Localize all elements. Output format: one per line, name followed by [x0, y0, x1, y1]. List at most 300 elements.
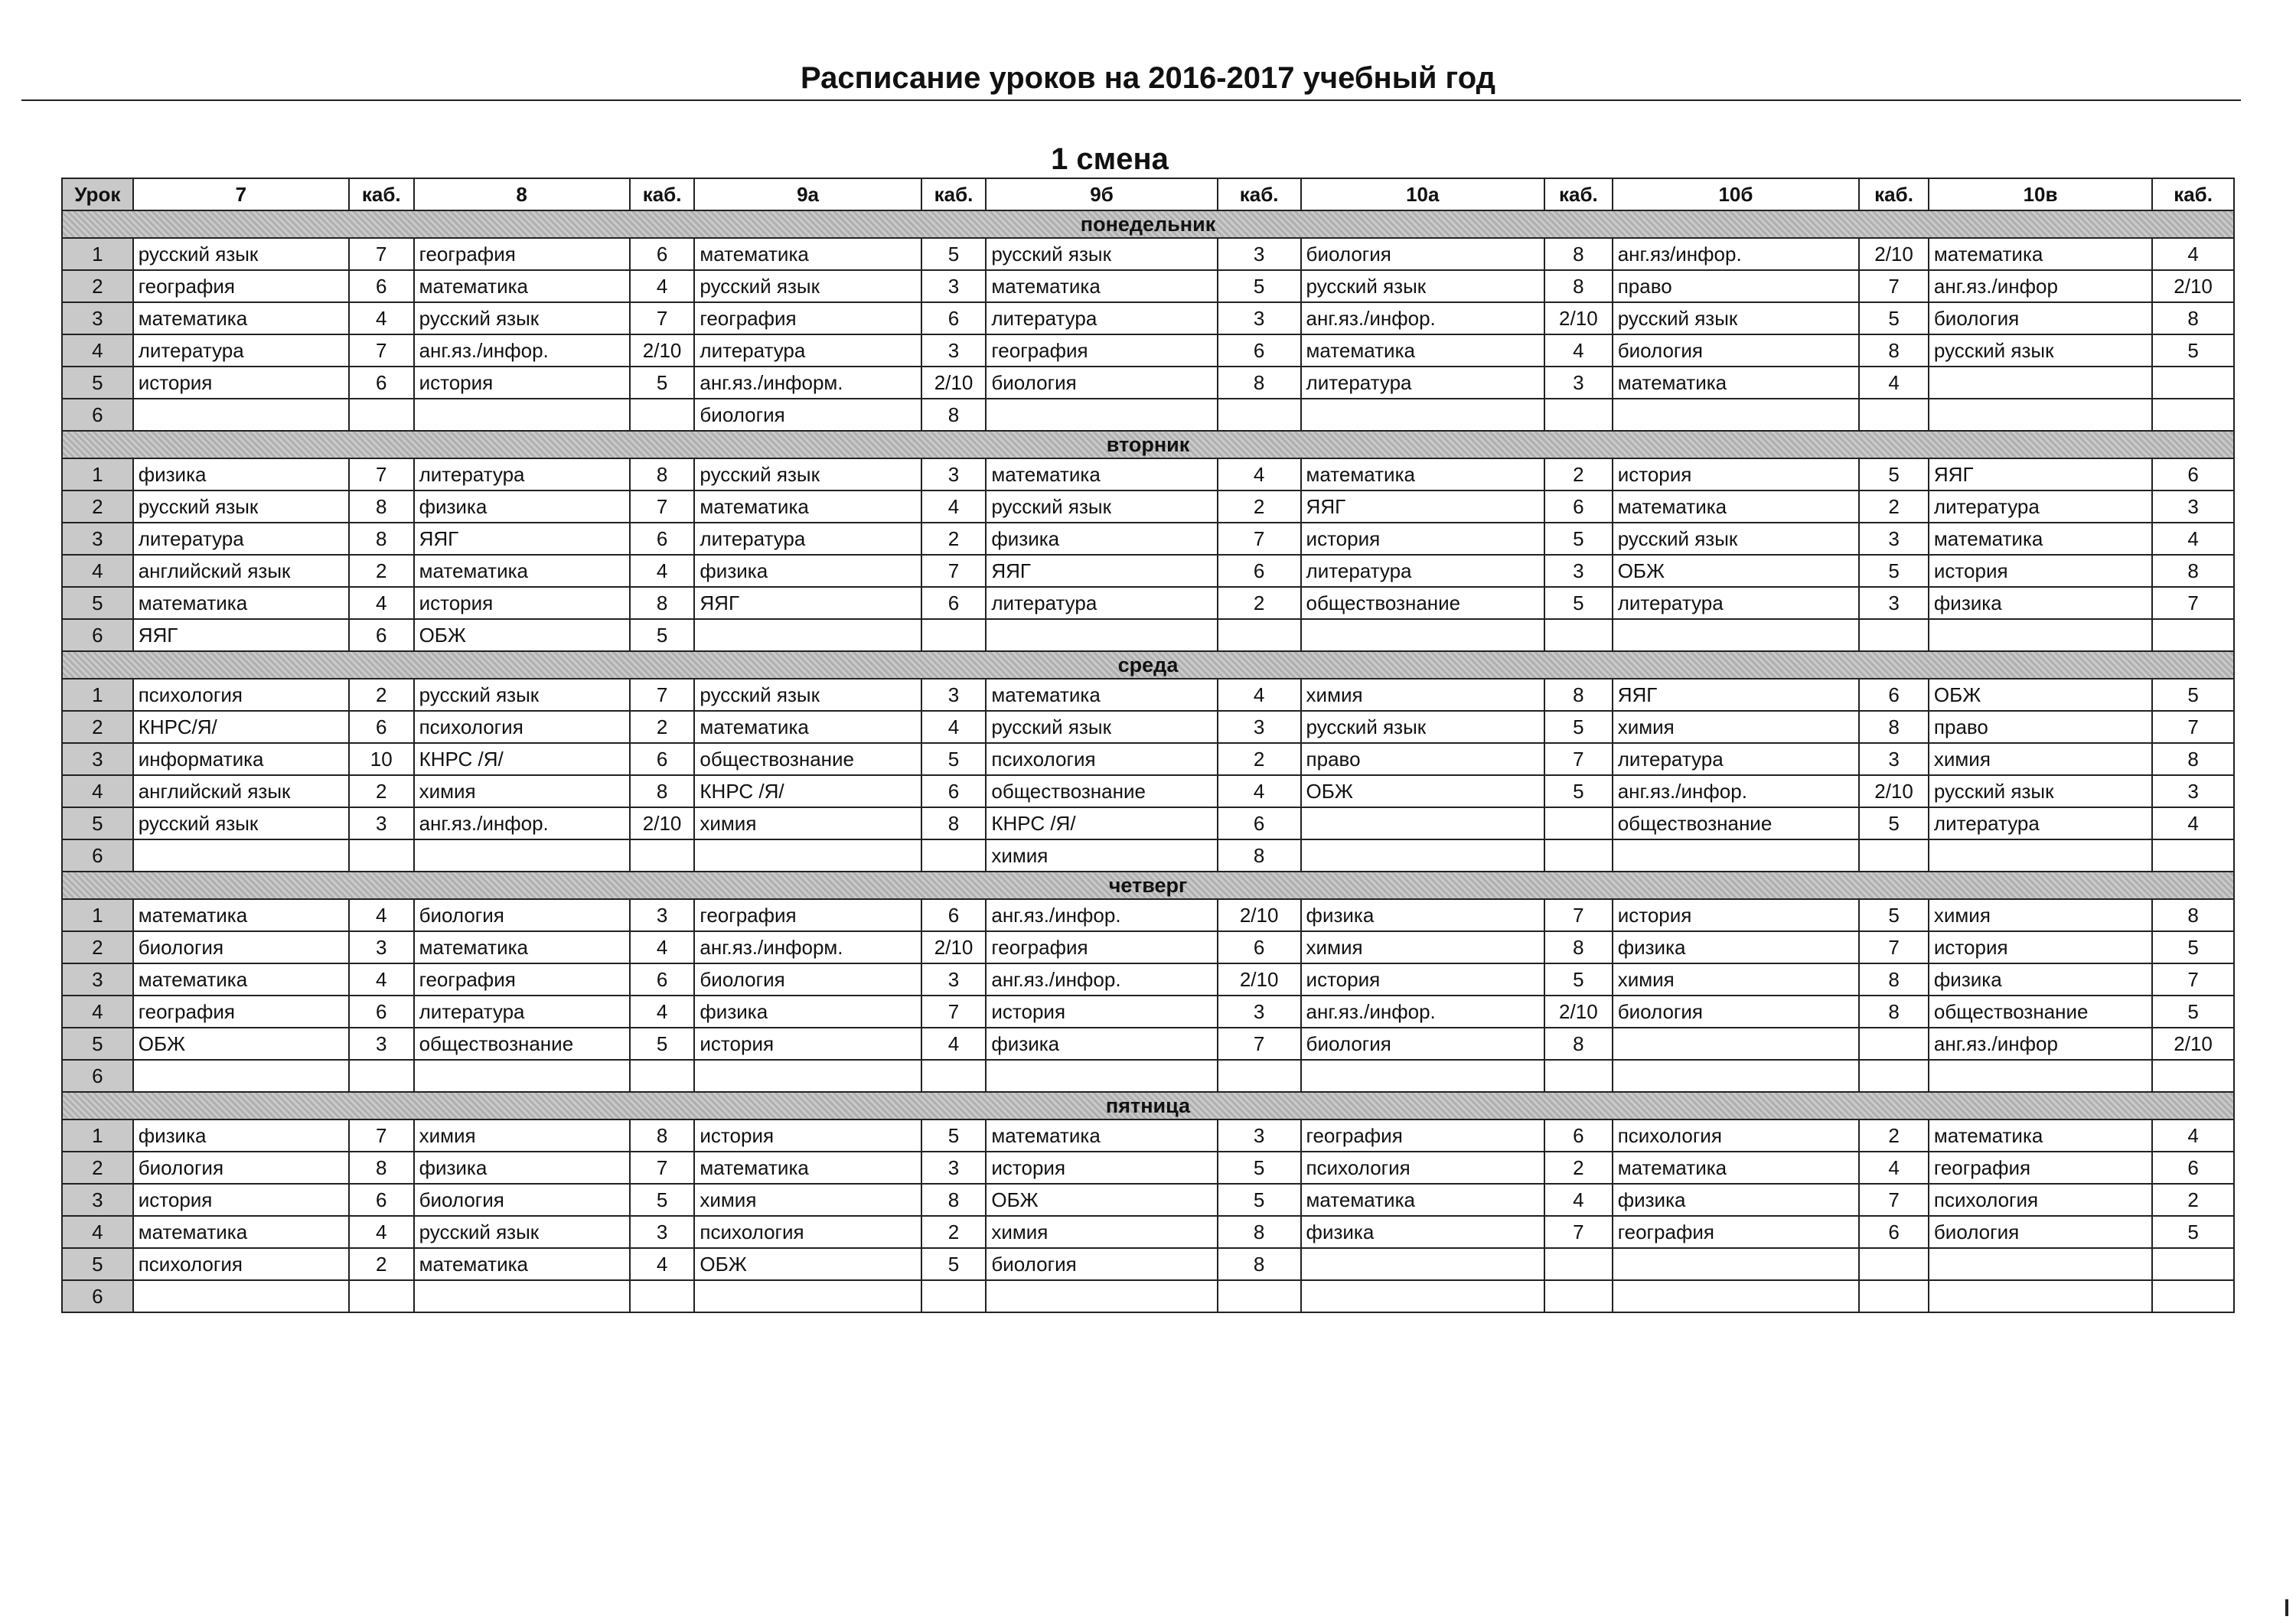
- subject-cell: русский язык: [694, 458, 921, 490]
- subject-cell: химия: [1301, 679, 1544, 711]
- room-cell: 2: [1544, 458, 1613, 490]
- subject-cell: ЯЯГ: [1613, 679, 1860, 711]
- shift-title: 1 смена: [1051, 142, 1169, 176]
- room-cell: 3: [921, 270, 987, 302]
- lesson-number: 3: [62, 523, 133, 555]
- header-room: каб.: [2152, 178, 2234, 210]
- room-cell: [921, 1280, 987, 1312]
- room-cell: 2: [349, 1248, 414, 1280]
- subject-cell: ЯЯГ: [1301, 490, 1544, 523]
- room-cell: 2: [1859, 1119, 1929, 1152]
- room-cell: 3: [1218, 238, 1301, 270]
- subject-cell: право: [1301, 743, 1544, 775]
- lesson-row: [62, 555, 2234, 587]
- lesson-number: 4: [62, 1216, 133, 1248]
- room-cell: 7: [349, 458, 414, 490]
- subject-cell: математика: [986, 679, 1217, 711]
- subject-cell: ЯЯГ: [414, 523, 630, 555]
- subject-cell: [1301, 1248, 1544, 1280]
- subject-cell: география: [694, 899, 921, 931]
- subject-cell: [1929, 1060, 2152, 1092]
- subject-cell: история: [1613, 899, 1860, 931]
- subject-cell: [133, 839, 349, 872]
- room-cell: [349, 1060, 414, 1092]
- subject-cell: [1301, 839, 1544, 872]
- room-cell: 5: [2152, 1216, 2234, 1248]
- subject-cell: история: [694, 1028, 921, 1060]
- subject-cell: [1929, 1280, 2152, 1312]
- room-cell: 2/10: [2152, 1028, 2234, 1060]
- room-cell: 2/10: [1544, 302, 1613, 334]
- room-cell: [1544, 399, 1613, 431]
- subject-cell: КНРС /Я/: [694, 775, 921, 807]
- room-cell: 2/10: [1218, 963, 1301, 996]
- lesson-number: 5: [62, 807, 133, 839]
- subject-cell: русский язык: [414, 1216, 630, 1248]
- room-cell: 3: [349, 931, 414, 963]
- subject-cell: география: [986, 931, 1217, 963]
- lesson-number: 4: [62, 775, 133, 807]
- room-cell: 2: [2152, 1184, 2234, 1216]
- room-cell: 6: [1218, 334, 1301, 367]
- room-cell: 4: [630, 270, 695, 302]
- subject-cell: математика: [986, 1119, 1217, 1152]
- subject-cell: ОБЖ: [1613, 555, 1860, 587]
- room-cell: 5: [2152, 334, 2234, 367]
- subject-cell: химия: [1301, 931, 1544, 963]
- subject-cell: физика: [694, 555, 921, 587]
- scan-mark: [2285, 1599, 2288, 1616]
- subject-cell: русский язык: [986, 490, 1217, 523]
- subject-cell: история: [1929, 555, 2152, 587]
- header-room: каб.: [921, 178, 987, 210]
- subject-cell: математика: [1613, 367, 1860, 399]
- header-row: [62, 178, 2234, 210]
- room-cell: [2152, 367, 2234, 399]
- room-cell: 5: [630, 619, 695, 651]
- room-cell: [1218, 399, 1301, 431]
- subject-cell: психология: [1301, 1152, 1544, 1184]
- timetable: [61, 178, 2235, 1313]
- room-cell: 4: [630, 555, 695, 587]
- subject-cell: [414, 1280, 630, 1312]
- lesson-number: 4: [62, 334, 133, 367]
- subject-cell: [1301, 1060, 1544, 1092]
- room-cell: 2: [1544, 1152, 1613, 1184]
- day-name: вторник: [62, 431, 2234, 458]
- room-cell: 8: [1544, 238, 1613, 270]
- room-cell: 7: [1544, 899, 1613, 931]
- subject-cell: биология: [133, 931, 349, 963]
- room-cell: 5: [1544, 775, 1613, 807]
- room-cell: [349, 839, 414, 872]
- subject-cell: анг.яз./инфор: [1929, 270, 2152, 302]
- subject-cell: [986, 619, 1217, 651]
- subject-cell: химия: [1613, 711, 1860, 743]
- lesson-row: [62, 619, 2234, 651]
- room-cell: 7: [349, 1119, 414, 1152]
- subject-cell: география: [414, 238, 630, 270]
- subject-cell: [1613, 1280, 1860, 1312]
- room-cell: 2: [921, 1216, 987, 1248]
- subject-cell: [1929, 619, 2152, 651]
- subject-cell: русский язык: [694, 679, 921, 711]
- room-cell: 5: [1859, 302, 1929, 334]
- subject-cell: [133, 399, 349, 431]
- room-cell: 7: [1544, 743, 1613, 775]
- day-row: [62, 431, 2234, 458]
- subject-cell: география: [1613, 1216, 1860, 1248]
- lesson-row: [62, 1119, 2234, 1152]
- header-class: 8: [414, 178, 630, 210]
- room-cell: 3: [921, 963, 987, 996]
- subject-cell: [986, 1280, 1217, 1312]
- room-cell: 2: [1218, 587, 1301, 619]
- subject-cell: ОБЖ: [694, 1248, 921, 1280]
- subject-cell: анг.яз./информ.: [694, 367, 921, 399]
- subject-cell: литература: [986, 587, 1217, 619]
- room-cell: 8: [1859, 996, 1929, 1028]
- subject-cell: русский язык: [986, 238, 1217, 270]
- subject-cell: математика: [1613, 1152, 1860, 1184]
- room-cell: 2/10: [2152, 270, 2234, 302]
- subject-cell: [694, 839, 921, 872]
- room-cell: 6: [1859, 1216, 1929, 1248]
- subject-cell: биология: [1613, 996, 1860, 1028]
- room-cell: 6: [349, 367, 414, 399]
- room-cell: 8: [349, 1152, 414, 1184]
- room-cell: [921, 1060, 987, 1092]
- room-cell: [349, 399, 414, 431]
- subject-cell: биология: [1613, 334, 1860, 367]
- subject-cell: психология: [1613, 1119, 1860, 1152]
- room-cell: 3: [921, 679, 987, 711]
- room-cell: [2152, 399, 2234, 431]
- subject-cell: [414, 399, 630, 431]
- subject-cell: [1929, 367, 2152, 399]
- subject-cell: [1613, 839, 1860, 872]
- day-name: четверг: [62, 872, 2234, 899]
- room-cell: [1544, 1280, 1613, 1312]
- lesson-number: 5: [62, 1248, 133, 1280]
- subject-cell: история: [133, 367, 349, 399]
- subject-cell: история: [133, 1184, 349, 1216]
- room-cell: 7: [630, 679, 695, 711]
- room-cell: 6: [630, 963, 695, 996]
- room-cell: 5: [1218, 1184, 1301, 1216]
- subject-cell: русский язык: [1301, 711, 1544, 743]
- room-cell: 4: [349, 302, 414, 334]
- room-cell: 7: [349, 334, 414, 367]
- header-class: 10а: [1301, 178, 1544, 210]
- lesson-number: 6: [62, 839, 133, 872]
- room-cell: 6: [349, 996, 414, 1028]
- subject-cell: биология: [133, 1152, 349, 1184]
- room-cell: 3: [1218, 302, 1301, 334]
- room-cell: 6: [921, 587, 987, 619]
- subject-cell: биология: [1301, 1028, 1544, 1060]
- subject-cell: русский язык: [1929, 334, 2152, 367]
- subject-cell: химия: [414, 775, 630, 807]
- subject-cell: [1929, 839, 2152, 872]
- room-cell: 4: [921, 490, 987, 523]
- header-class: 9б: [986, 178, 1217, 210]
- subject-cell: ОБЖ: [133, 1028, 349, 1060]
- day-row: [62, 1092, 2234, 1119]
- lesson-number: 2: [62, 711, 133, 743]
- subject-cell: ЯЯГ: [133, 619, 349, 651]
- subject-cell: математика: [694, 711, 921, 743]
- subject-cell: психология: [414, 711, 630, 743]
- subject-cell: [1613, 619, 1860, 651]
- subject-cell: история: [1301, 523, 1544, 555]
- subject-cell: литература: [986, 302, 1217, 334]
- subject-cell: история: [414, 367, 630, 399]
- room-cell: 4: [349, 587, 414, 619]
- lesson-number: 4: [62, 555, 133, 587]
- lesson-row: [62, 931, 2234, 963]
- room-cell: [1859, 619, 1929, 651]
- lesson-number: 3: [62, 963, 133, 996]
- day-name: пятница: [62, 1092, 2234, 1119]
- subject-cell: обществознание: [986, 775, 1217, 807]
- lesson-number: 6: [62, 1060, 133, 1092]
- room-cell: 5: [1544, 587, 1613, 619]
- subject-cell: литература: [414, 996, 630, 1028]
- room-cell: 4: [630, 931, 695, 963]
- subject-cell: [1613, 399, 1860, 431]
- subject-cell: [694, 619, 921, 651]
- subject-cell: физика: [414, 1152, 630, 1184]
- room-cell: 5: [1218, 1152, 1301, 1184]
- room-cell: [1859, 1248, 1929, 1280]
- subject-cell: история: [1613, 458, 1860, 490]
- room-cell: 4: [921, 711, 987, 743]
- subject-cell: биология: [414, 899, 630, 931]
- lesson-number: 1: [62, 1119, 133, 1152]
- room-cell: 2/10: [1859, 238, 1929, 270]
- room-cell: [2152, 1248, 2234, 1280]
- subject-cell: анг.яз./инфор.: [1301, 302, 1544, 334]
- room-cell: [1544, 839, 1613, 872]
- room-cell: 2: [1218, 490, 1301, 523]
- lesson-number: 3: [62, 743, 133, 775]
- room-cell: 4: [1544, 1184, 1613, 1216]
- subject-cell: анг.яз./инфор.: [986, 963, 1217, 996]
- subject-cell: физика: [1301, 899, 1544, 931]
- subject-cell: [1613, 1060, 1860, 1092]
- room-cell: 5: [1544, 523, 1613, 555]
- subject-cell: математика: [133, 899, 349, 931]
- lesson-number: 6: [62, 399, 133, 431]
- room-cell: 8: [349, 490, 414, 523]
- room-cell: 7: [349, 238, 414, 270]
- subject-cell: химия: [986, 839, 1217, 872]
- room-cell: 2: [349, 555, 414, 587]
- room-cell: 8: [2152, 899, 2234, 931]
- room-cell: 2: [1859, 490, 1929, 523]
- room-cell: 2/10: [630, 334, 695, 367]
- room-cell: [1859, 1060, 1929, 1092]
- title-divider: [21, 99, 2241, 101]
- room-cell: 8: [630, 458, 695, 490]
- subject-cell: ЯЯГ: [986, 555, 1217, 587]
- subject-cell: обществознание: [1613, 807, 1860, 839]
- room-cell: 3: [1544, 555, 1613, 587]
- lesson-number: 1: [62, 458, 133, 490]
- room-cell: 8: [1218, 1216, 1301, 1248]
- subject-cell: ОБЖ: [1929, 679, 2152, 711]
- room-cell: 7: [2152, 711, 2234, 743]
- lesson-row: [62, 743, 2234, 775]
- room-cell: 8: [1859, 711, 1929, 743]
- room-cell: 2: [349, 775, 414, 807]
- room-cell: [630, 1280, 695, 1312]
- subject-cell: математика: [133, 587, 349, 619]
- room-cell: 5: [2152, 931, 2234, 963]
- subject-cell: ОБЖ: [1301, 775, 1544, 807]
- header-class: 9а: [694, 178, 921, 210]
- room-cell: 5: [1859, 555, 1929, 587]
- lesson-number: 6: [62, 1280, 133, 1312]
- room-cell: 2/10: [1544, 996, 1613, 1028]
- lesson-number: 4: [62, 996, 133, 1028]
- room-cell: 5: [1859, 899, 1929, 931]
- room-cell: 8: [921, 1184, 987, 1216]
- room-cell: [349, 1280, 414, 1312]
- room-cell: 7: [630, 302, 695, 334]
- room-cell: 8: [921, 399, 987, 431]
- subject-cell: литература: [133, 334, 349, 367]
- lesson-number: 2: [62, 931, 133, 963]
- room-cell: 3: [1859, 523, 1929, 555]
- subject-cell: [694, 1280, 921, 1312]
- room-cell: 7: [1859, 270, 1929, 302]
- room-cell: 3: [1859, 587, 1929, 619]
- subject-cell: математика: [1929, 523, 2152, 555]
- subject-cell: биология: [1301, 238, 1544, 270]
- room-cell: 4: [2152, 238, 2234, 270]
- room-cell: 4: [349, 1216, 414, 1248]
- room-cell: 7: [2152, 963, 2234, 996]
- subject-cell: психология: [133, 679, 349, 711]
- room-cell: 5: [630, 1184, 695, 1216]
- room-cell: [2152, 839, 2234, 872]
- subject-cell: физика: [1613, 1184, 1860, 1216]
- room-cell: 2/10: [1218, 899, 1301, 931]
- room-cell: 5: [1544, 711, 1613, 743]
- subject-cell: физика: [1929, 587, 2152, 619]
- lesson-row: [62, 587, 2234, 619]
- day-row: [62, 872, 2234, 899]
- room-cell: 2: [921, 523, 987, 555]
- subject-cell: история: [986, 996, 1217, 1028]
- lesson-number: 5: [62, 367, 133, 399]
- subject-cell: биология: [694, 399, 921, 431]
- subject-cell: физика: [414, 490, 630, 523]
- subject-cell: ЯЯГ: [1929, 458, 2152, 490]
- room-cell: 3: [1218, 996, 1301, 1028]
- subject-cell: обществознание: [1929, 996, 2152, 1028]
- subject-cell: анг.яз./информ.: [694, 931, 921, 963]
- lesson-row: [62, 1248, 2234, 1280]
- day-name: среда: [62, 651, 2234, 679]
- room-cell: 6: [1218, 807, 1301, 839]
- subject-cell: психология: [1929, 1184, 2152, 1216]
- subject-cell: математика: [1613, 490, 1860, 523]
- lesson-number: 2: [62, 270, 133, 302]
- room-cell: 3: [1544, 367, 1613, 399]
- lesson-row: [62, 1060, 2234, 1092]
- lesson-row: [62, 1280, 2234, 1312]
- lesson-number: 2: [62, 1152, 133, 1184]
- subject-cell: русский язык: [1613, 523, 1860, 555]
- room-cell: 3: [921, 1152, 987, 1184]
- room-cell: 8: [1859, 963, 1929, 996]
- lesson-row: [62, 775, 2234, 807]
- subject-cell: анг.яз./инфор.: [986, 899, 1217, 931]
- room-cell: 2: [630, 711, 695, 743]
- subject-cell: биология: [694, 963, 921, 996]
- subject-cell: математика: [1301, 334, 1544, 367]
- subject-cell: русский язык: [414, 302, 630, 334]
- subject-cell: математика: [1301, 458, 1544, 490]
- room-cell: 6: [349, 711, 414, 743]
- subject-cell: математика: [1301, 1184, 1544, 1216]
- lesson-row: [62, 1184, 2234, 1216]
- lesson-row: [62, 679, 2234, 711]
- subject-cell: география: [133, 270, 349, 302]
- header-class: 7: [133, 178, 349, 210]
- room-cell: 3: [921, 458, 987, 490]
- room-cell: 8: [1544, 270, 1613, 302]
- subject-cell: ОБЖ: [986, 1184, 1217, 1216]
- room-cell: 3: [1859, 743, 1929, 775]
- lesson-row: [62, 711, 2234, 743]
- subject-cell: [1301, 399, 1544, 431]
- room-cell: 2/10: [921, 367, 987, 399]
- room-cell: 3: [2152, 775, 2234, 807]
- room-cell: 6: [921, 775, 987, 807]
- subject-cell: математика: [694, 1152, 921, 1184]
- subject-cell: химия: [1929, 899, 2152, 931]
- subject-cell: математика: [133, 963, 349, 996]
- room-cell: 5: [1859, 807, 1929, 839]
- room-cell: [2152, 1060, 2234, 1092]
- room-cell: 7: [1218, 1028, 1301, 1060]
- subject-cell: [986, 399, 1217, 431]
- header-class: 10в: [1929, 178, 2152, 210]
- room-cell: 3: [1218, 711, 1301, 743]
- subject-cell: информатика: [133, 743, 349, 775]
- subject-cell: математика: [414, 931, 630, 963]
- lesson-row: [62, 899, 2234, 931]
- lesson-number: 3: [62, 1184, 133, 1216]
- room-cell: 6: [1218, 931, 1301, 963]
- room-cell: [2152, 619, 2234, 651]
- room-cell: 6: [630, 523, 695, 555]
- header-room: каб.: [1544, 178, 1613, 210]
- subject-cell: английский язык: [133, 555, 349, 587]
- room-cell: 8: [349, 523, 414, 555]
- subject-cell: русский язык: [986, 711, 1217, 743]
- room-cell: 10: [349, 743, 414, 775]
- room-cell: 8: [2152, 743, 2234, 775]
- subject-cell: литература: [1613, 743, 1860, 775]
- subject-cell: ОБЖ: [414, 619, 630, 651]
- subject-cell: физика: [986, 1028, 1217, 1060]
- room-cell: [921, 619, 987, 651]
